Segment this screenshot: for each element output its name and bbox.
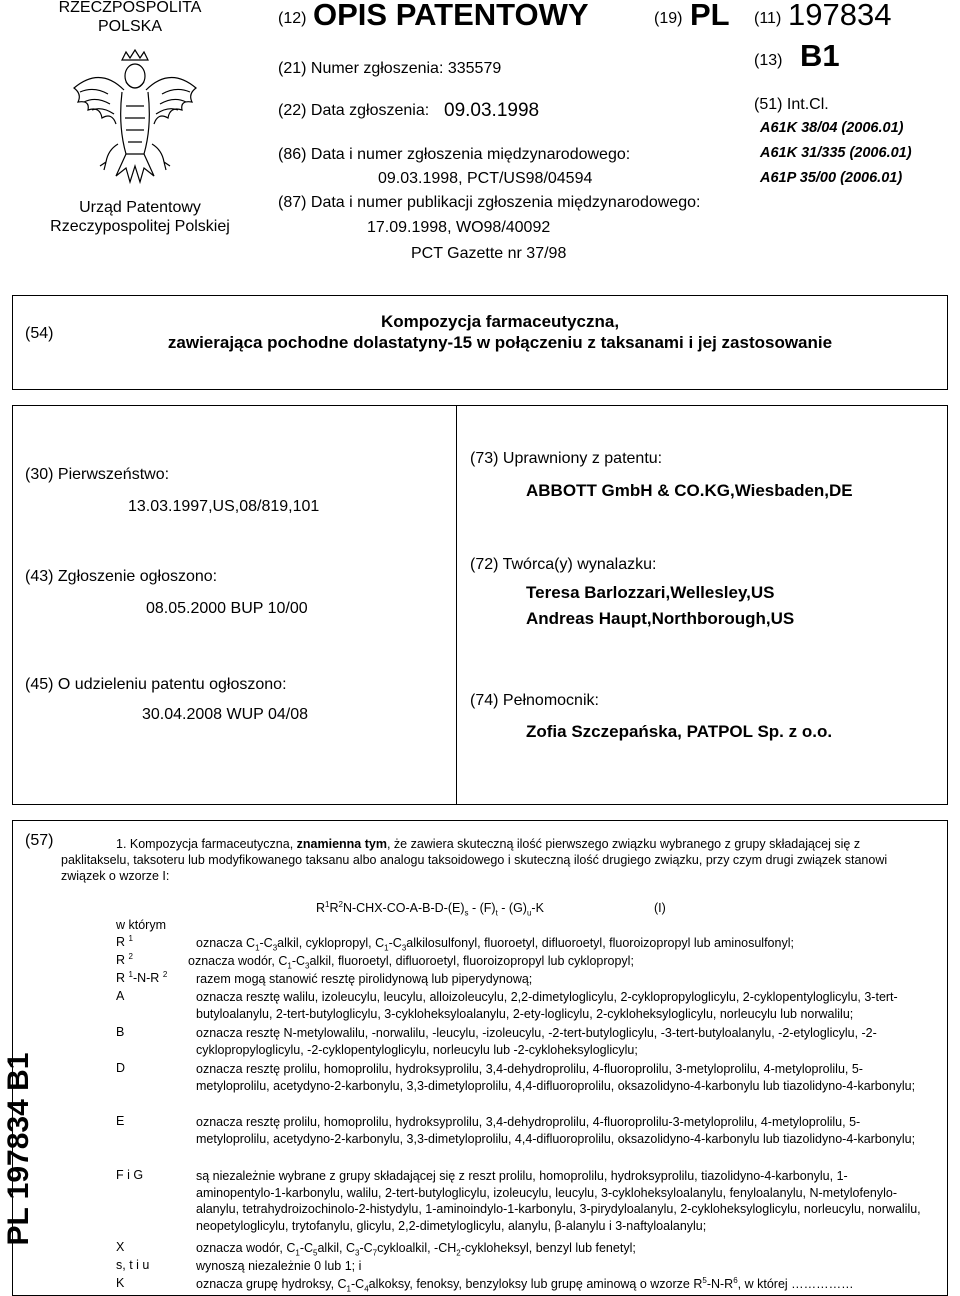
inventor-1: Teresa Barlozzari,Wellesley,US	[526, 583, 775, 602]
owner-label: (73) Uprawniony z patentu:	[470, 450, 663, 467]
def-key-r2: R $^2$	[116, 951, 133, 967]
intl-application-label: (86) Data i numer zgłoszenia międzynarodowego:	[278, 146, 631, 163]
published-label: (43) Zgłoszenie ogłoszono:	[25, 568, 218, 585]
def-val-k: oznacza grupę hydroksy, $C_1-C_4alkoksy$, fenoksy, benzyloksy lub grupę aminową o wzorze $R^5-N-R^6$, w której ……………	[196, 1275, 854, 1294]
application-date-label: (22) Data zgłoszenia:	[278, 102, 430, 119]
def-val-stu: wynoszą niezależnie 0 lub 1; i	[196, 1259, 362, 1273]
def-key-stu: s, t i u	[116, 1258, 150, 1272]
published-value: 08.05.2000 BUP 10/00	[146, 600, 308, 617]
intcl-2: A61K 31/335 (2006.01)	[760, 145, 912, 161]
attorney-value: Zofia Szczepańska, PATPOL Sp. z o.o.	[526, 722, 833, 741]
def-val-r1: oznacza $C_1-C_3alkil$, cyklopropyl, $C_1-C_3alkilosulfonyl$, fluoroetyl, difluoroetyl, fluoroizopropyl lub aminosulfonyl;	[196, 936, 794, 953]
doc-kind-code: (12)	[278, 10, 307, 27]
intl-publication-label: (87) Data i numer publikacji zgłoszenia międzynarodowego:	[278, 194, 701, 211]
def-val-d: oznacza resztę prolilu, homoprolilu, hydroksyprolilu, 3,4-dehydroprolilu, 4-fluoroprolilu, 3-metyloprolilu, 4-metyloprolilu, 5-metyloprolilu, acetydyno-2-karbonylu, 3,3-dimetyloprolilu, 4,4-difluoroprolilu, oksazolidyno-4-karbonylu lub tiazolidyno-4-karbonylu;	[196, 1062, 916, 1093]
where-label: w którym	[116, 918, 166, 932]
def-key-b: B	[116, 1025, 125, 1039]
def-val-fg: są niezależnie wybrane z grupy składającej się z reszt prolilu, homoprolilu, hydroksyprolilu, tiazolidyno-4-karbonylu, 1-aminopentylo-1-karbonylu, walilu, 2-tert-butyloglicylu, izoleucylu, leucylu, 3-cykloheksyloalanylu, fenyloalanylu, N-metylofenylo-alanylu, tetrahydroizochinolo-2-histydylu, 1-aminoindylo-1-karbonylu, 3-pirydyloalanylu, 2-cykloheksyloglicylu, norleucylu, norwalilu, neopetyloglicylu, trytofanylu, glicylu, 2,2-dimetyloglicylu, alanylu, β-alanylu i 3-naftyloalanylu;	[196, 1169, 921, 1233]
pct-gazette: PCT Gazette nr 37/98	[411, 245, 567, 262]
title-line-1: Kompozycja farmaceutyczna,	[380, 312, 620, 331]
polish-eagle-emblem	[60, 46, 210, 196]
intcl-3: A61P 35/00 (2006.01)	[760, 170, 903, 186]
patent-number-label: (11)	[754, 10, 782, 27]
def-val-r2: oznacza wodór, $C_1-C_3alkil$, fluoroetyl, difluoroetyl, fluoroizopropyl lub cyklopropyl;	[188, 954, 634, 971]
inventor-2: Andreas Haupt,Northborough,US	[526, 609, 795, 628]
def-key-x: X	[116, 1240, 125, 1254]
formula-number: (I)	[654, 901, 666, 915]
formula-I: $R^1R^2N-CHX-CO-A-B-D-(E)_s - (F)_t - (G)_u-K$	[316, 899, 544, 918]
kind-code-label: (13)	[754, 52, 783, 69]
application-date: 09.03.1998	[444, 100, 540, 121]
def-val-x: oznacza wodór, $C_1-C_5alkil$, $C_3-C_7cykloalkil$, $-CH_2$-cykloheksyl, benzyl lub fenetyl;	[196, 1241, 636, 1258]
intl-application-value: 09.03.1998, PCT/US98/04594	[378, 170, 593, 187]
side-patent-label: PL 197834 B1	[2, 1052, 35, 1246]
country-code: PL	[690, 0, 730, 32]
intl-publication-value: 17.09.1998, WO98/40092	[367, 219, 551, 236]
doc-kind-title: OPIS PATENTOWY	[313, 0, 589, 32]
patent-office-name: Urząd Patentowy Rzeczypospolitej Polskiej	[50, 199, 230, 235]
def-key-a: A	[116, 989, 125, 1003]
country-code-label: (19)	[654, 10, 683, 27]
country-name: RZECZPOSPOLITA POLSKA	[58, 0, 202, 35]
def-val-b: oznacza resztę N-metylowalilu, -norwalilu, -leucylu, -izoleucylu, -2-tert-butyloglicylu, -3-tert-butyloalanylu, -2-etyloglicylu, -2-cyklopropyloglicylu, -2-cyklopentyloglicylu, norleucylu lub -2-cykloheksyloglicylu;	[196, 1026, 877, 1057]
abstract-code: (57)	[25, 832, 54, 849]
title-code: (54)	[25, 325, 54, 342]
intcl-label: (51) Int.Cl.	[754, 96, 829, 113]
def-key-d: D	[116, 1061, 126, 1075]
granted-label: (45) O udzieleniu patentu ogłoszono:	[25, 676, 287, 693]
granted-value: 30.04.2008 WUP 04/08	[142, 706, 309, 723]
title-line-2: zawierająca pochodne dolastatyny-15 w połączeniu z taksanami i jej zastosowanie	[167, 333, 833, 352]
kind-code: B1	[800, 38, 840, 73]
def-val-r1nr2: razem mogą stanowić resztę pirolidynową lub piperydynową;	[196, 972, 533, 986]
inventors-label: (72) Twórca(y) wynalazku:	[470, 556, 657, 573]
def-key-fg: F i G	[116, 1168, 144, 1182]
owner-value: ABBOTT GmbH & CO.KG,Wiesbaden,DE	[526, 481, 853, 500]
def-val-e: oznacza resztę prolilu, homoprolilu, hydroksyprolilu, 3,4-dehydroprolilu, 4-fluoroprolilu-3-metyloprolilu, 4-metyloprolilu, 5-metyloprolilu, acetydyno-2-karbonylu, 3,3-dimetyloprolilu, 4,4-difluoroprolilu, oksazolidyno-4-karbonylu lub tiazolidyno-4-karbonylu;	[196, 1115, 916, 1146]
priority-label: (30) Pierwszeństwo:	[25, 466, 170, 483]
def-key-e: E	[116, 1114, 125, 1128]
priority-value: 13.03.1997,US,08/819,101	[128, 498, 320, 515]
intcl-1: A61K 38/04 (2006.01)	[760, 120, 904, 136]
def-key-r1: R $^1$	[116, 933, 133, 949]
claim-1-text: 1. Kompozycja farmaceutyczna, znamienna tym, że zawiera skuteczną ilość pierwszego związku wybranego z grupy składającej się z paklitakselu, taksoteru lub modyfikowanego taksanu albo analogu taksoidowego i skuteczną ilość drugiego związku, przy czym drugi związek stanowi związek o wzorze I:	[61, 837, 888, 883]
def-key-r1nr2: R $^1$-N-R $^2$	[116, 969, 168, 985]
details-divider	[456, 405, 457, 805]
def-val-a: oznacza resztę walilu, izoleucylu, leucylu, alloizoleucylu, 2,2-dimetyloglicylu, 2-cyklopropyloglicylu, 2-cyklopentyloglicylu, 3-tert-butyloalanylu, 2-tert-butyloglicylu, 3-cykloheksyloalanylu, 2-ety-loglicylu, 2-cykloheksyloglicylu, norleucylu lub norwalilu;	[196, 990, 898, 1021]
patent-number: 197834	[788, 0, 892, 32]
def-key-k: K	[116, 1276, 125, 1290]
attorney-label: (74) Pełnomocnik:	[470, 692, 599, 709]
application-number: (21) Numer zgłoszenia: 335579	[278, 60, 502, 77]
